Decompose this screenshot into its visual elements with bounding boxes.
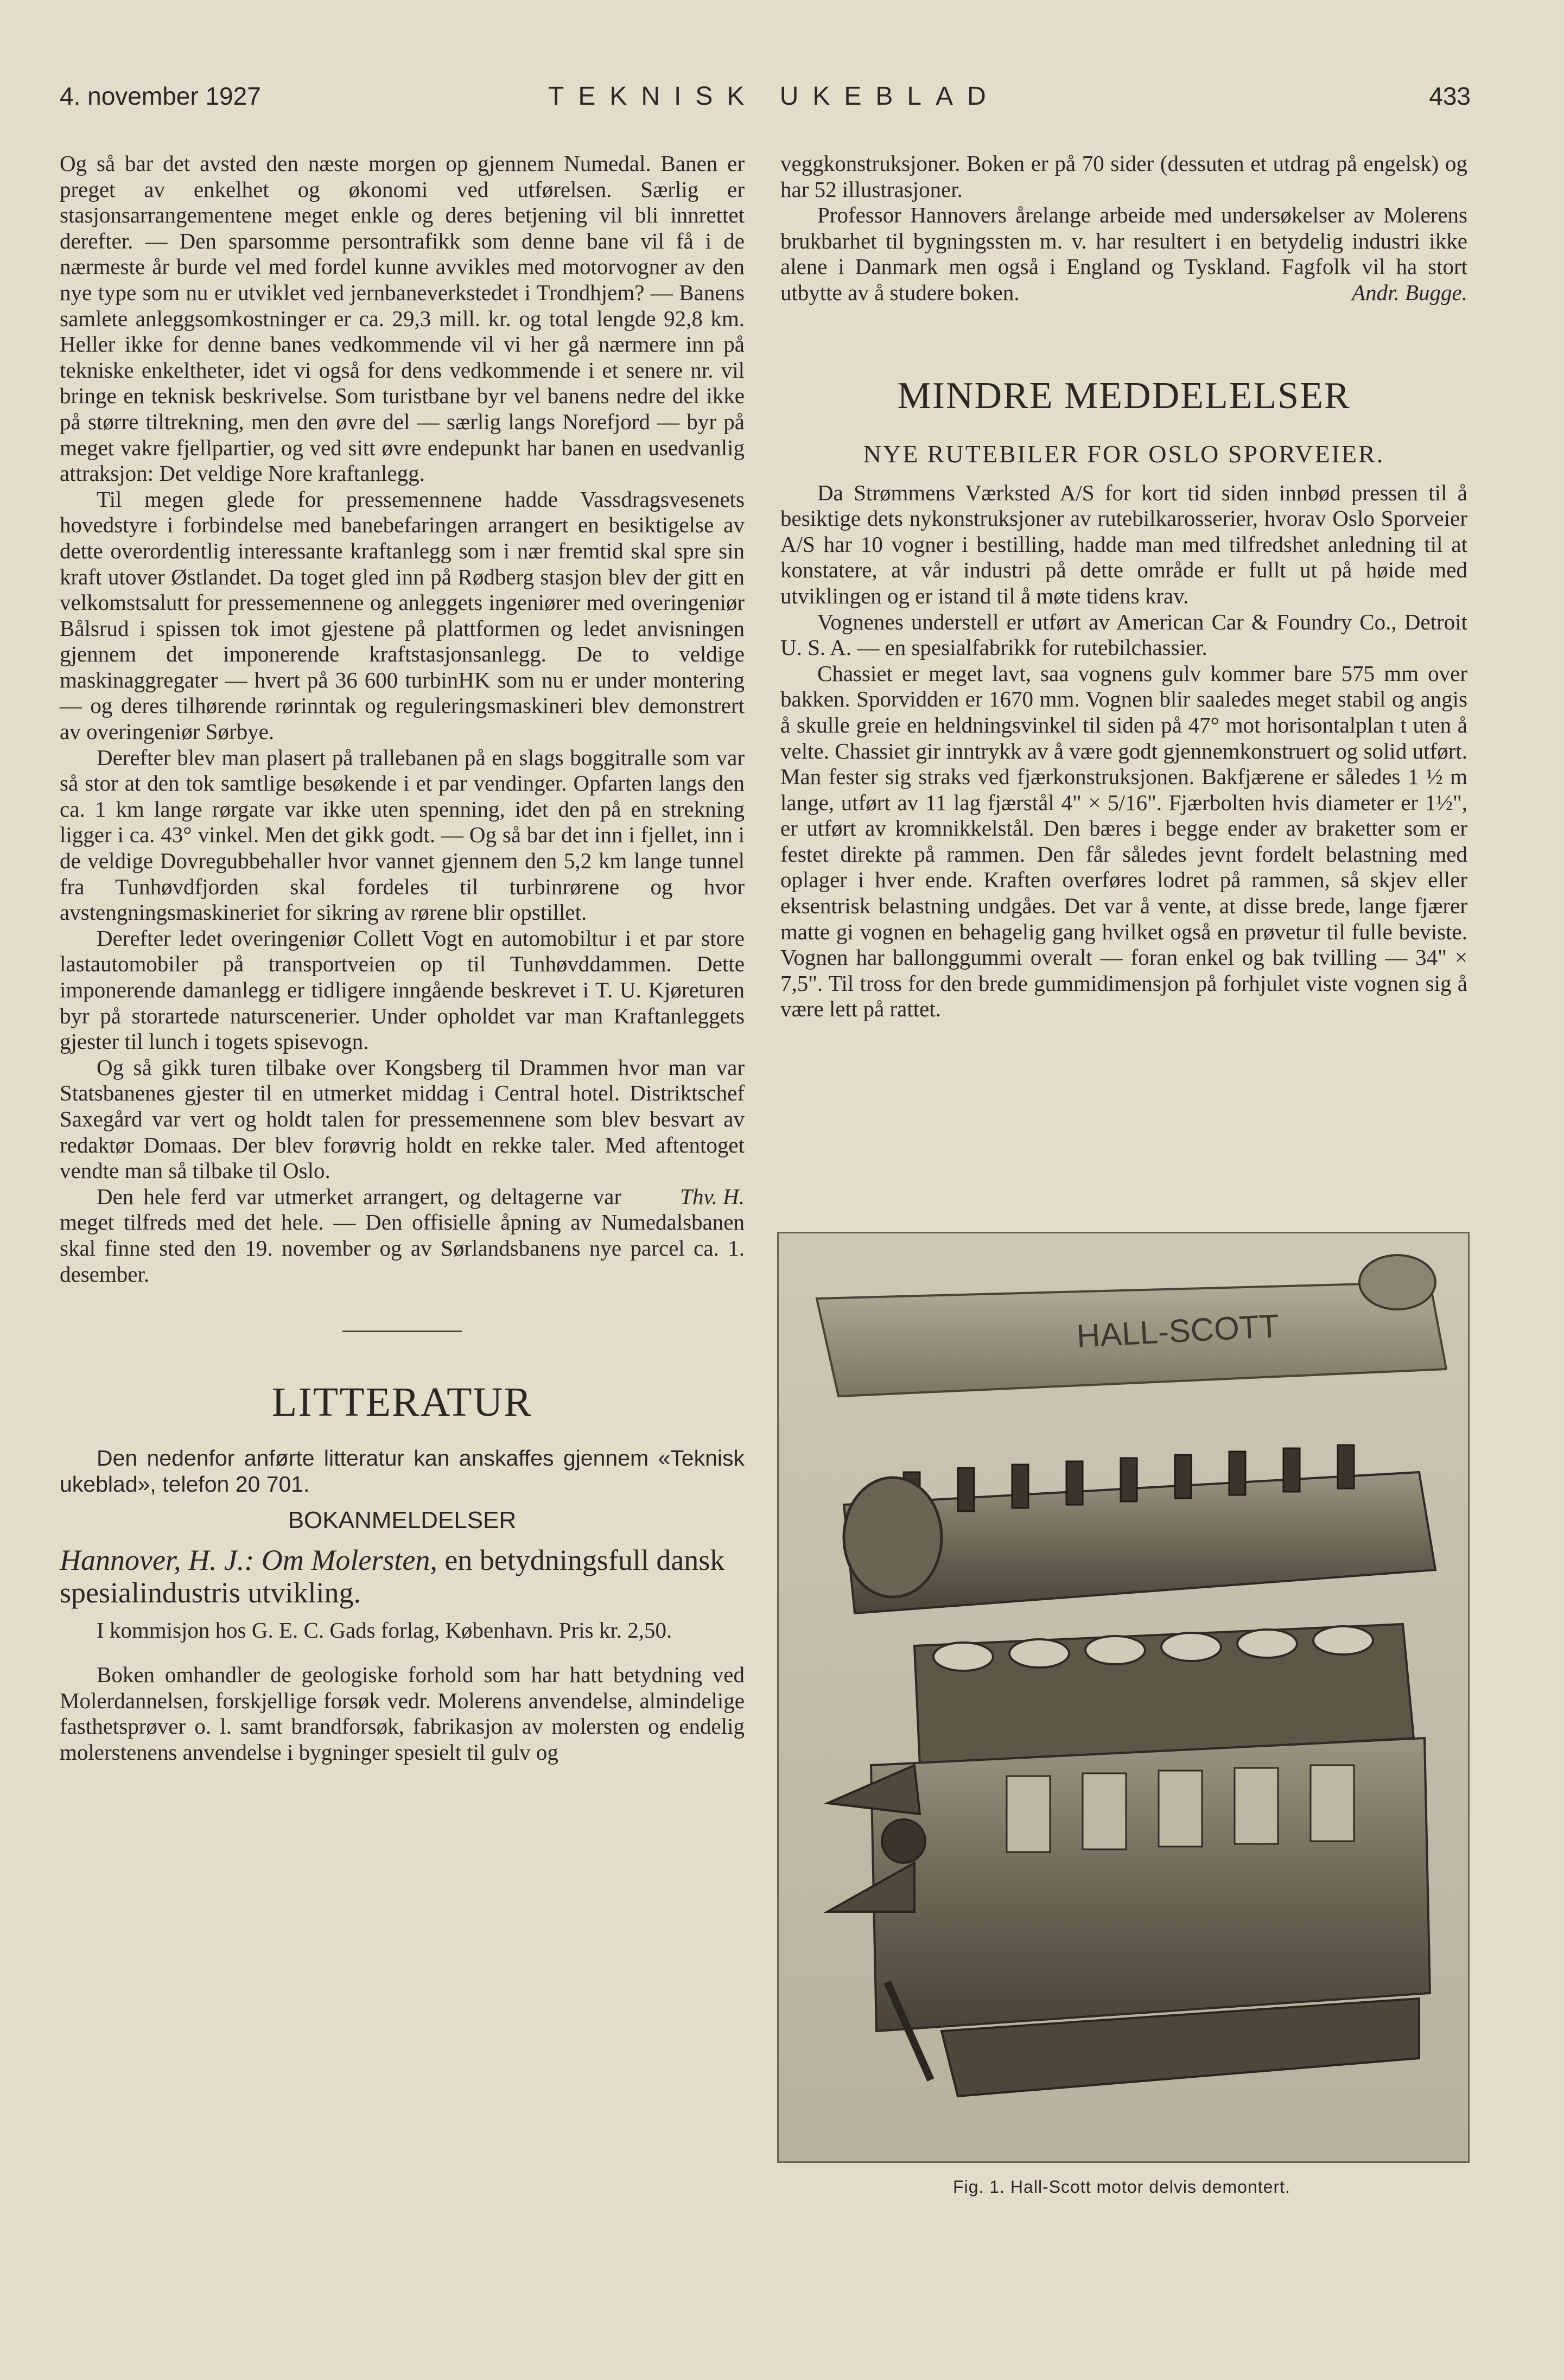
article-paragraph-text: Den hele ferd var utmerket arrangert, og deltagerne var meget tilfreds med det hele. — Den offisielle åpning av Numedalsbanen skal finne sted den 19. november og av Sørlandsbanens nye parcel ca. 1. desember. (60, 1183, 745, 1287)
litteratur-heading: LITTERATUR (271, 1379, 533, 1426)
rutebiler-heading: NYE RUTEBILER FOR OSLO SPORVEIER. (863, 440, 1385, 468)
article-signature: Thv. H. (680, 1183, 745, 1209)
issue-date: 4. november 1927 (60, 82, 261, 110)
article-paragraph: Til megen glede for pressemennene hadde Vassdragsvesenets hovedstyre i forbindelse med banebefaringen arrangert en besiktigelse av dette overordentlig interessante kraftanlegg som i nær fremtid skal spre sin kraft utover Østlandet. Da toget gled inn på Rødberg stasjon blev der gitt en velkomstsalutt for pressemennene og anleggets ingeniører med overingeniør Bålsrud i spissen tok imot gjestene på plattformen og ledet anvisningen gjennem det imponerende kraftstasjonsanlegg. De to veldige maskinaggregater — hvert på 36 600 turbinHK som nu er under montering — og deres tilhørende rørinntak og reguleringsmaskineri blev demonstrert av overingeniør Sørbye. (60, 486, 745, 744)
book-author: Hannover, H. J.: (60, 1544, 255, 1577)
litteratur-intro: Den nedenfor anførte litteratur kan anskaffes gjennem «Teknisk ukeblad», telefon 20 701. (60, 1446, 745, 1497)
oil-cap (1359, 1255, 1435, 1309)
rutebiler-paragraph: Vognenes understell er utført av American Car & Foundry Co., Detroit U. S. A. — en spesialfabrikk for rutebilchassier. (780, 609, 1467, 660)
book-review: Boken omhandler de geologiske forhold som har hatt betydning ved Molerdannelsen, forskjellige forsøk vedr. Molerens anvendelse, almindelige fasthetsprøver o. l. samt brandforsøk, fabrikasjon av molersten og endelig molerstenens anvendelse i bygninger spesielt til gulv og (60, 1662, 745, 1765)
article-paragraph: Og så gikk turen tilbake over Kongsberg til Drammen hvor man var Statsbanenes gjester til en utmerket middag i Central hotel. Distriktschef Saxegård var vert og holdt talen for pressemennene som blev besvart av redaktør Domaas. Der blev forøvrig holdt en rekke taler. Med aftentoget vendte man så tilbake til Oslo. (60, 1054, 745, 1183)
review-signature: Andr. Bugge. (1352, 279, 1467, 305)
page-header (60, 81, 1471, 125)
rutebiler-paragraph: Da Strømmens Værksted A/S for kort tid siden innbød pressen til å besiktige dets nykonstruksjoner av rutebilkarosserier, hvorav Oslo Sporveier A/S har 10 vogner i bestilling, hadde man med tilfredshet anledning til at konstatere, at vår industri på dette område er fullt ut på høide med utviklingen og er istand til å møte tidens krav. (780, 480, 1467, 608)
page-number: 433 (1429, 82, 1471, 110)
article-paragraph: Derefter ledet overingeniør Collett Vogt en automobiltur i et par store lastautomobiler på transportveien op til Tunhøvddammen. Dette imponerende damanlegg er tidligere inngående beskrevet i T. U. Kjøreturen byr på storartede naturscenerier. Under opholdet var man Kraftanleggets gjester til lunch i togets spisevogn. (60, 925, 745, 1054)
cover-lettering: HALL-SCOTT (1076, 1307, 1280, 1354)
cam-gear (844, 1478, 942, 1597)
figure-caption: Fig. 1. Hall-Scott motor delvis demontert. (953, 2177, 1290, 2197)
book-review-continued: veggkonstruksjoner. Boken er på 70 sider (dessuten et utdrag på engelsk) og har 52 illustrasjoner. (780, 151, 1467, 202)
engine-photo (777, 1232, 1470, 2163)
article-paragraph-last (60, 1184, 745, 1287)
book-review-text: Professor Hannovers årelange arbeide med undersøkelser av Molerens brukbarhet til bygningssten m. v. har resultert i en betydelig industri ikke alene i Danmark men også i England og Tyskland. Fagfolk vil ha stort utbytte av å studere boken. (780, 202, 1467, 305)
article-paragraph: Derefter blev man plasert på trallebanen på en slags boggitralle som var så stor at den tok samtlige besøkende i et par vendinger. Opfarten langs den ca. 1 km lange rørgate var ikke uten spenning, idet den på en strekning ligger i ca. 43° vinkel. Men det gikk godt. — Og så bar det inn i fjellet, inn i de veldige Dovregubbehaller hvor vannet gjennem den 5,2 km lange tunnel fra Tunhøvdfjorden skal fordeles til turbinrørene og hvor avstengningsmaskineriet for sikring av rørene blir opstillet. (60, 744, 745, 925)
book-title (60, 1544, 745, 1609)
mindre-meddelelser-heading: MINDRE MEDDELELSER (897, 374, 1351, 417)
journal-title: TEKNISK UKEBLAD (548, 82, 1000, 111)
book-title-sub: en betydningsfull dansk spesialindustris utvikling. (60, 1544, 725, 1609)
engine-illustration (779, 1233, 1468, 2161)
book-publisher: I kommisjon hos G. E. C. Gads forlag, København. Pris kr. 2,50. (97, 1618, 672, 1643)
book-title-main: Om Molersten, (261, 1544, 437, 1577)
book-review-para (780, 202, 1467, 306)
bokanmeldelser-heading: BOKANMELDELSER (288, 1507, 517, 1534)
section-divider (342, 1331, 462, 1332)
left-column (60, 151, 745, 1765)
article-paragraph: Og så bar det avsted den næste morgen op gjennem Numedal. Banen er preget av enkelhet og økonomi ved utførelsen. Særlig er stasjonsarrangementene meget enkle og deres betjening vil bli innrettet derefter. — Den sparsomme persontrafikk som denne bane vil få i de nærmeste år burde vel med fordel kunne avvikles med motorvogner av den nye type som nu er utviklet ved jernbaneverkstedet i Trondhjem? — Banens samlete anleggsomkostninger er ca. 29,3 mill. kr. og total lengde 92,8 km. Heller ikke for denne banes vedkommende vil vi her gå nærmere inn på tekniske enkeltheter, idet vi også for dens vedkommende i et senere nr. vil bringe en teknisk beskrivelse. Som turistbane byr vel banens nedre del ikke på større tiltrekning, men den øvre del — særlig langs Norefjord — byr på meget vakre fjellpartier, og ved sitt øvre endepunkt har banen en usedvanlig attraksjon: Det veldige Nore kraftanlegg. (60, 151, 745, 486)
rutebiler-paragraph: Chassiet er meget lavt, saa vognens gulv kommer bare 575 mm over bakken. Sporvidden er 1670 mm. Vognen blir saaledes meget stabil og angis å skulle greie en heldningsvinkel til siden på 47° mot horisontalplan t uten å velte. Chassiet gir inntrykk av å være godt gjennemkonstruert og solid utført. Man fester sig straks ved fjærkonstruksjonen. Bakfjærene er således 1 ½ m lange, utført av 11 lag fjærstål 4" × 5/16". Fjærbolten hvis diameter er 1½", er utført av kromnikkelstål. Den bæres i begge ender av braketter som er festet direkte på rammen. Den får således jevnt fordelt belastning med oplager i hver ende. Kraften overføres lodret på rammen, så skjev eller eksentrisk belastning undgåes. Det var å vente, at disse brede, lange fjærer matte gi vognen en behagelig gang hvilket også en prøvetur til fulle beviste. Vognen har ballonggummi overalt — foran enkel og bak tvilling — 34" × 7,5". Til tross for den brede gummidimensjon på forhjulet viste vognen sig å være lett på rattet. (780, 660, 1467, 1022)
right-column (780, 151, 1467, 1022)
